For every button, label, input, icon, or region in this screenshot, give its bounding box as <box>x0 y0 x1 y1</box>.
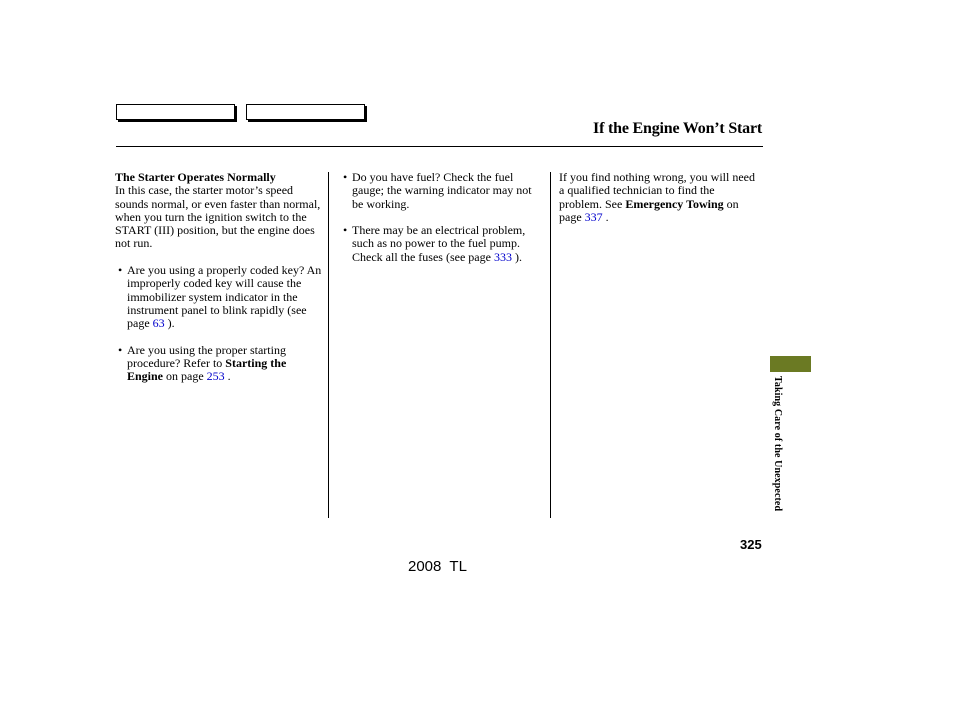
nav-button-previous[interactable] <box>116 104 235 120</box>
bullet-icon: • <box>118 263 123 278</box>
section-heading: The Starter Operates Normally <box>115 170 276 184</box>
section-tab[interactable] <box>770 356 811 372</box>
page-link-253[interactable]: 253 <box>206 369 225 384</box>
nav-button-next[interactable] <box>246 104 365 120</box>
title-rule <box>116 146 763 147</box>
column-divider-2 <box>550 172 551 518</box>
list-item: • Are you using a properly coded key? An improperly coded key will cause the immobilizer system indicator in the instrument panel to blink rapidly (see page 63 ). <box>118 263 322 331</box>
intro-paragraph: In this case, the starter motor’s speed sounds normal, or even faster than normal, when you turn the ignition switch to the START (III) position, but the engine does not run. <box>115 183 321 251</box>
list-item: • There may be an electrical problem, such as no power to the fuel pump. Check all the fuses (see page 333 ). <box>343 223 526 264</box>
footer-model: 2008 TL <box>408 558 467 575</box>
section-tab-label: Taking Care of the Unexpected <box>772 376 783 512</box>
column-3 <box>559 171 759 224</box>
page-title: If the Engine Won’t Start <box>593 120 762 137</box>
conclusion-paragraph: If you find nothing wrong, you will need a qualified technician to find the problem. See Emergency Towing on page 337 . <box>559 170 755 224</box>
page-link-337[interactable]: 337 <box>584 209 603 224</box>
bullet-icon: • <box>343 170 348 184</box>
page-link-333[interactable]: 333 <box>493 249 512 264</box>
column-1 <box>115 171 325 384</box>
column-2 <box>340 171 540 264</box>
reference-emergency-towing: Emergency Towing <box>625 196 724 211</box>
page-number: 325 <box>740 537 762 552</box>
list-item: • Are you using the proper starting procedure? Refer to Starting the Engine on page 253 . <box>118 342 287 384</box>
bullet-icon: • <box>343 223 348 238</box>
reference-starting-the-engine: Starting the Engine <box>127 356 287 384</box>
column-divider-1 <box>328 172 329 518</box>
bullet-list-1 <box>115 264 325 384</box>
page-link-63[interactable]: 63 <box>152 316 165 331</box>
bullet-icon: • <box>118 342 123 357</box>
bullet-list-2 <box>340 171 540 264</box>
list-item: • Do you have fuel? Check the fuel gauge; the warning indicator may not be working. <box>343 170 532 211</box>
